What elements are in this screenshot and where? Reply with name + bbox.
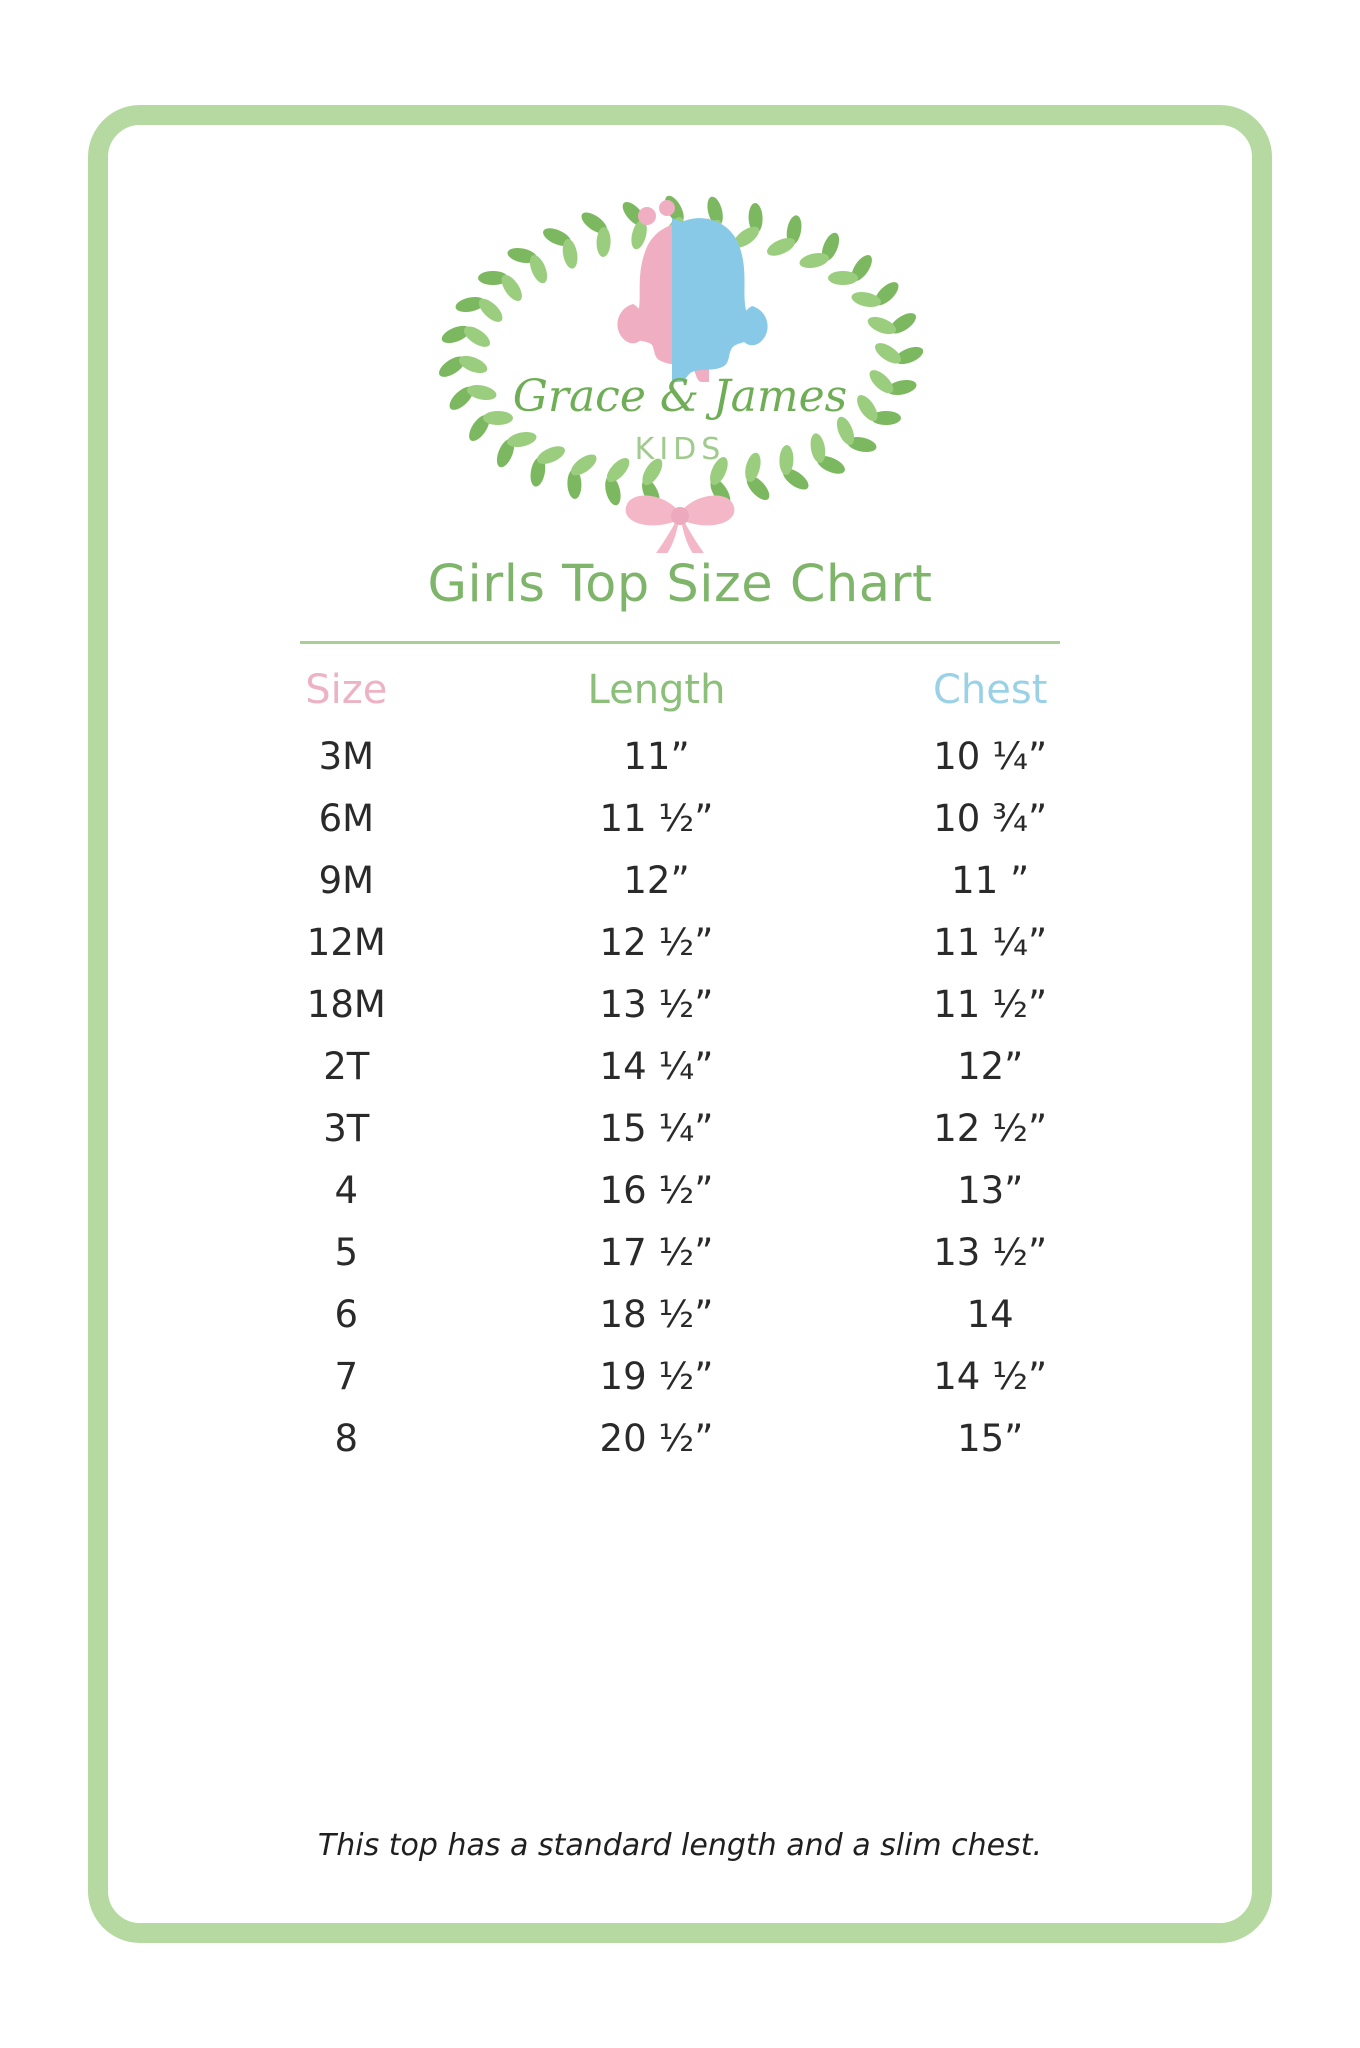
brand-name: Grace & James	[512, 371, 848, 422]
table-row	[210, 1345, 1150, 1407]
cell-chest: 10 ¾”	[933, 796, 1048, 840]
cell-chest: 11 ”	[951, 858, 1030, 902]
table-row	[210, 1159, 1150, 1221]
cell-chest: 11 ¼”	[933, 920, 1048, 964]
brand-logo	[420, 133, 940, 553]
cell-size: 4	[334, 1168, 359, 1212]
cell-size: 5	[334, 1230, 359, 1274]
wreath-logo-icon	[420, 133, 940, 553]
cell-chest: 12 ½”	[933, 1106, 1048, 1150]
column-header-size: Size	[305, 667, 388, 713]
table-row	[210, 1221, 1150, 1283]
cell-size: 7	[334, 1354, 359, 1398]
bow-icon	[626, 496, 735, 553]
cell-length: 16 ½”	[599, 1168, 714, 1212]
table-row	[210, 1097, 1150, 1159]
cell-length: 17 ½”	[599, 1230, 714, 1274]
table-row	[210, 725, 1150, 787]
cell-chest: 12”	[957, 1044, 1024, 1088]
cell-size: 9M	[318, 858, 375, 902]
table-row	[210, 911, 1150, 973]
cell-length: 13 ½”	[599, 982, 714, 1026]
cell-length: 15 ¼”	[599, 1106, 714, 1150]
cell-length: 11”	[623, 734, 690, 778]
table-row	[210, 973, 1150, 1035]
cell-size: 2T	[323, 1044, 370, 1088]
brand-sub: KIDS	[634, 432, 726, 467]
cell-chest: 10 ¼”	[933, 734, 1048, 778]
cell-length: 18 ½”	[599, 1292, 714, 1336]
boy-silhouette-icon	[672, 218, 768, 382]
page-title: Girls Top Size Chart	[427, 555, 933, 614]
cell-chest: 13”	[957, 1168, 1024, 1212]
table-row	[210, 787, 1150, 849]
table-row	[210, 1035, 1150, 1097]
cell-size: 8	[334, 1416, 359, 1460]
footnote: This top has a standard length and a slim chest.	[317, 1828, 1043, 1863]
cell-length: 12 ½”	[599, 920, 714, 964]
cell-length: 20 ½”	[599, 1416, 714, 1460]
size-table	[210, 667, 1150, 1469]
table-row	[210, 1283, 1150, 1345]
chart-card	[88, 105, 1272, 1943]
cell-length: 12”	[623, 858, 690, 902]
cell-size: 3M	[318, 734, 375, 778]
cell-length: 19 ½”	[599, 1354, 714, 1398]
cell-size: 6M	[318, 796, 375, 840]
cell-length: 11 ½”	[599, 796, 714, 840]
table-row	[210, 849, 1150, 911]
cell-chest: 15”	[957, 1416, 1024, 1460]
table-header-row	[210, 667, 1150, 725]
cell-size: 12M	[306, 920, 386, 964]
cell-size: 18M	[306, 982, 386, 1026]
cell-chest: 14	[966, 1292, 1014, 1336]
cell-chest: 13 ½”	[933, 1230, 1048, 1274]
cell-size: 6	[334, 1292, 359, 1336]
cell-size: 3T	[323, 1106, 370, 1150]
column-header-length: Length	[587, 667, 726, 713]
cell-length: 14 ¼”	[599, 1044, 714, 1088]
column-header-chest: Chest	[932, 667, 1048, 713]
cell-chest: 11 ½”	[933, 982, 1048, 1026]
title-divider	[300, 641, 1060, 644]
table-row	[210, 1407, 1150, 1469]
cell-chest: 14 ½”	[933, 1354, 1048, 1398]
